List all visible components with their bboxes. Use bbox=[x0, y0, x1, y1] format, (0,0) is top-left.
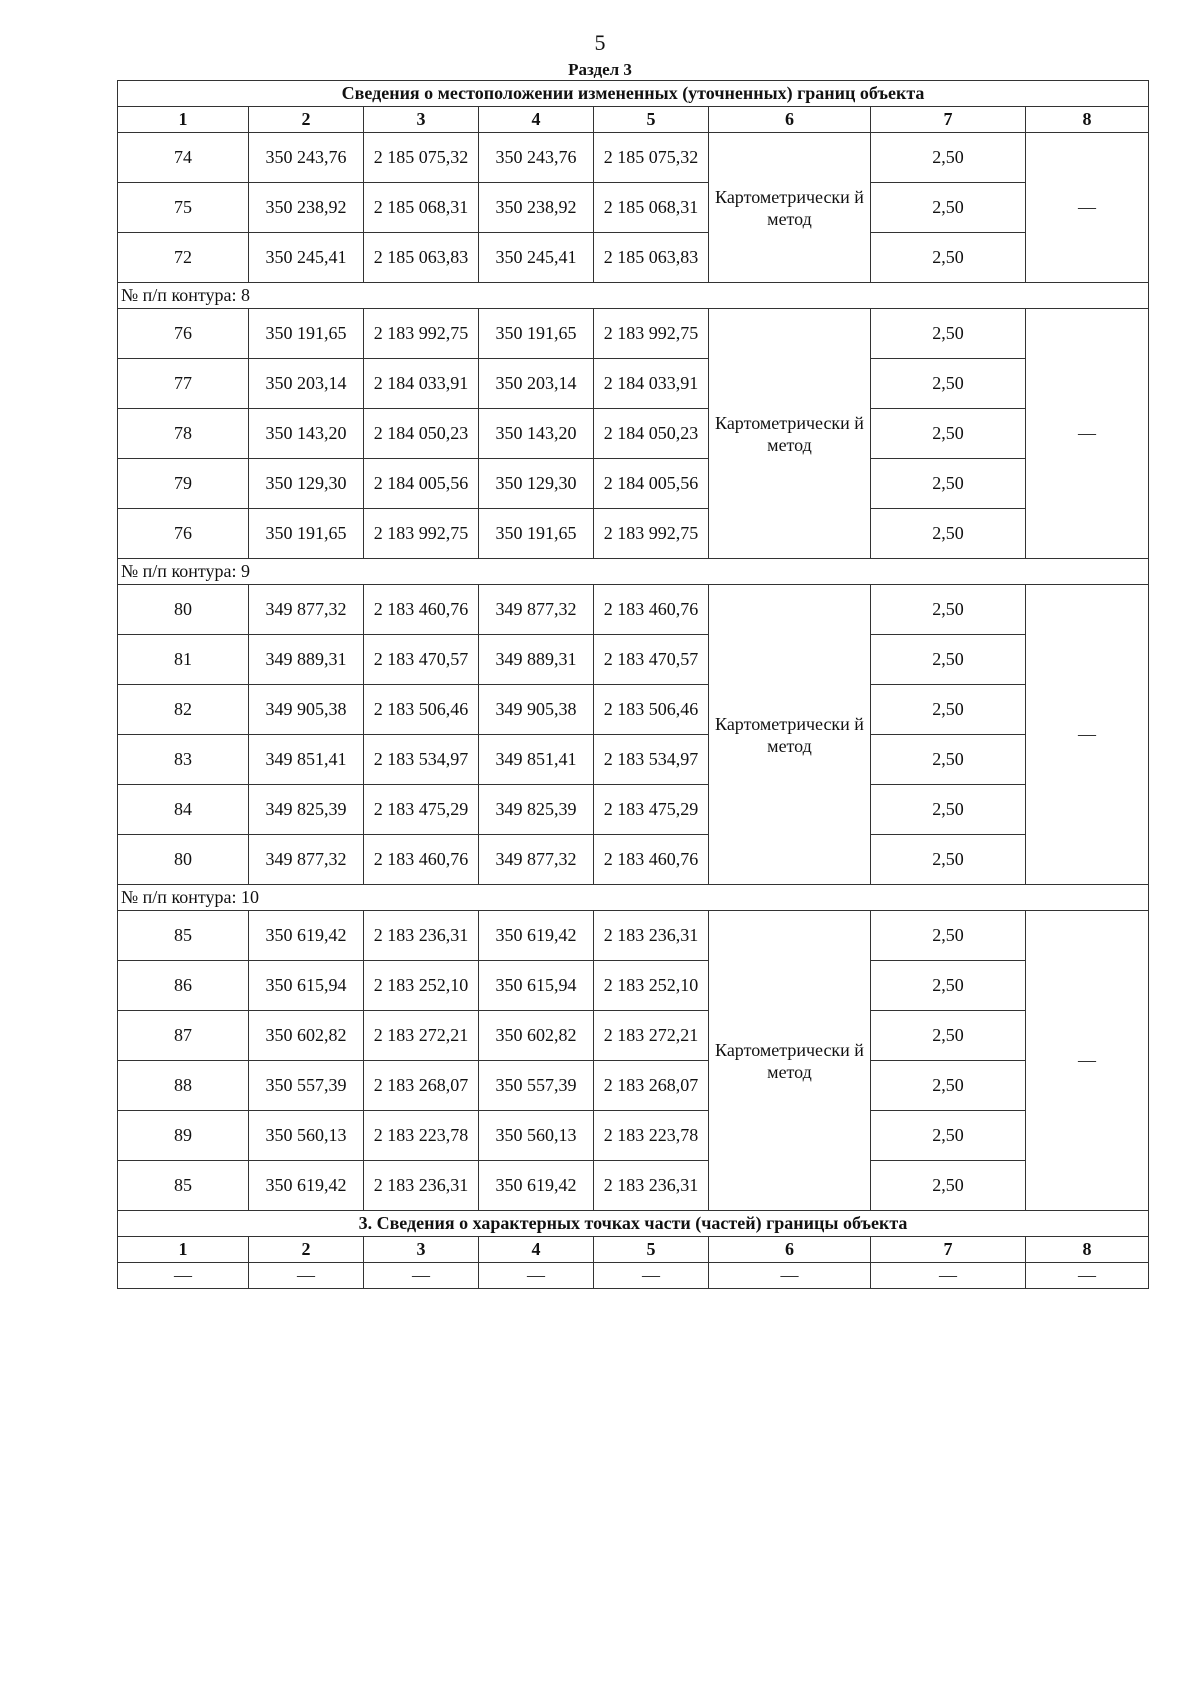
empty-cell: — bbox=[594, 1263, 709, 1289]
empty-cell: — bbox=[871, 1263, 1026, 1289]
table-row bbox=[118, 1111, 1149, 1161]
table-cell: 350 191,65 bbox=[479, 509, 594, 559]
table-cell: 2 183 460,76 bbox=[364, 835, 479, 885]
accuracy-cell: 2,50 bbox=[871, 735, 1026, 785]
table-cell: 350 191,65 bbox=[479, 309, 594, 359]
table-cell: 349 851,41 bbox=[249, 735, 364, 785]
table-cell: 2 183 460,76 bbox=[594, 585, 709, 635]
table-cell: 349 889,31 bbox=[249, 635, 364, 685]
empty-cell: — bbox=[709, 1263, 871, 1289]
table-cell: 350 602,82 bbox=[249, 1011, 364, 1061]
table2-title: 3. Сведения о характерных точках части (частей) границы объекта bbox=[118, 1211, 1149, 1237]
column-number-cell: 4 bbox=[479, 1237, 594, 1263]
table-cell: 2 183 252,10 bbox=[364, 961, 479, 1011]
table-cell: 349 905,38 bbox=[479, 685, 594, 735]
table-cell: 350 557,39 bbox=[249, 1061, 364, 1111]
table-cell: 350 615,94 bbox=[479, 961, 594, 1011]
table-cell: 2 184 033,91 bbox=[594, 359, 709, 409]
table-cell: 2 183 272,21 bbox=[594, 1011, 709, 1061]
table-cell: 2 183 475,29 bbox=[594, 785, 709, 835]
page-number: 5 bbox=[594, 30, 606, 55]
accuracy-cell: 2,50 bbox=[871, 835, 1026, 885]
dash-cell: — bbox=[1026, 133, 1149, 283]
dash-cell: — bbox=[1026, 309, 1149, 559]
column-number-cell: 1 bbox=[118, 1237, 249, 1263]
column-number-cell: 6 bbox=[709, 107, 871, 133]
dash-cell: — bbox=[1026, 585, 1149, 885]
table-cell: 81 bbox=[118, 635, 249, 685]
table-cell: 350 203,14 bbox=[479, 359, 594, 409]
table-cell: 79 bbox=[118, 459, 249, 509]
table-cell: 2 183 475,29 bbox=[364, 785, 479, 835]
accuracy-cell: 2,50 bbox=[871, 359, 1026, 409]
table-row bbox=[118, 359, 1149, 409]
table-cell: 349 877,32 bbox=[249, 835, 364, 885]
table-cell: 2 183 992,75 bbox=[594, 509, 709, 559]
table-cell: 85 bbox=[118, 1161, 249, 1211]
table-cell: 2 183 470,57 bbox=[594, 635, 709, 685]
table-cell: 2 183 506,46 bbox=[594, 685, 709, 735]
table-cell: 349 877,32 bbox=[479, 835, 594, 885]
table-cell: 349 825,39 bbox=[249, 785, 364, 835]
accuracy-cell: 2,50 bbox=[871, 685, 1026, 735]
table-cell: 76 bbox=[118, 509, 249, 559]
empty-cell: — bbox=[1026, 1263, 1149, 1289]
table-cell: 350 602,82 bbox=[479, 1011, 594, 1061]
table-row bbox=[118, 133, 1149, 183]
table-cell: 2 185 063,83 bbox=[364, 233, 479, 283]
table-cell: 349 889,31 bbox=[479, 635, 594, 685]
table-cell: 350 619,42 bbox=[249, 1161, 364, 1211]
table-row bbox=[118, 409, 1149, 459]
table2-empty-row bbox=[118, 1263, 1149, 1289]
table-cell: 76 bbox=[118, 309, 249, 359]
column-number-cell: 2 bbox=[249, 107, 364, 133]
table-cell: 350 238,92 bbox=[249, 183, 364, 233]
accuracy-cell: 2,50 bbox=[871, 459, 1026, 509]
table-row bbox=[118, 835, 1149, 885]
column-number-cell: 3 bbox=[364, 107, 479, 133]
table-cell: 350 619,42 bbox=[249, 911, 364, 961]
accuracy-cell: 2,50 bbox=[871, 133, 1026, 183]
table2-title-row bbox=[118, 1211, 1149, 1237]
table-cell: 2 185 063,83 bbox=[594, 233, 709, 283]
table-row bbox=[118, 911, 1149, 961]
table-cell: 2 183 236,31 bbox=[594, 911, 709, 961]
section-title: Раздел 3 bbox=[568, 60, 632, 79]
table-cell: 349 825,39 bbox=[479, 785, 594, 835]
method-cell: Картометрически й метод bbox=[709, 309, 871, 559]
empty-cell: — bbox=[479, 1263, 594, 1289]
table-cell: 350 191,65 bbox=[249, 509, 364, 559]
table-cell: 2 184 005,56 bbox=[594, 459, 709, 509]
table-row bbox=[118, 735, 1149, 785]
accuracy-cell: 2,50 bbox=[871, 1161, 1026, 1211]
accuracy-cell: 2,50 bbox=[871, 911, 1026, 961]
table-cell: 350 560,13 bbox=[249, 1111, 364, 1161]
table-cell: 349 905,38 bbox=[249, 685, 364, 735]
table-cell: 350 245,41 bbox=[249, 233, 364, 283]
table-cell: 2 183 992,75 bbox=[364, 509, 479, 559]
table-cell: 86 bbox=[118, 961, 249, 1011]
table-cell: 82 bbox=[118, 685, 249, 735]
table-cell: 2 183 236,31 bbox=[594, 1161, 709, 1211]
method-cell: Картометрически й метод bbox=[709, 133, 871, 283]
table-cell: 2 185 068,31 bbox=[364, 183, 479, 233]
contour-label: № п/п контура: 8 bbox=[118, 283, 1149, 309]
table-cell: 349 851,41 bbox=[479, 735, 594, 785]
table-row bbox=[118, 459, 1149, 509]
table-cell: 350 619,42 bbox=[479, 1161, 594, 1211]
contour-row bbox=[118, 885, 1149, 911]
accuracy-cell: 2,50 bbox=[871, 509, 1026, 559]
table-cell: 87 bbox=[118, 1011, 249, 1061]
table-cell: 74 bbox=[118, 133, 249, 183]
table-cell: 350 238,92 bbox=[479, 183, 594, 233]
table-row bbox=[118, 961, 1149, 1011]
table-cell: 88 bbox=[118, 1061, 249, 1111]
column-number-cell: 8 bbox=[1026, 107, 1149, 133]
table-row bbox=[118, 509, 1149, 559]
table-row bbox=[118, 309, 1149, 359]
table-cell: 85 bbox=[118, 911, 249, 961]
table-cell: 89 bbox=[118, 1111, 249, 1161]
table-cell: 350 560,13 bbox=[479, 1111, 594, 1161]
method-cell: Картометрически й метод bbox=[709, 911, 871, 1211]
boundary-coordinates-table bbox=[117, 80, 1149, 1289]
table-cell: 2 184 050,23 bbox=[594, 409, 709, 459]
table-cell: 350 619,42 bbox=[479, 911, 594, 961]
column-number-row bbox=[118, 107, 1149, 133]
table-cell: 349 877,32 bbox=[479, 585, 594, 635]
table-row bbox=[118, 183, 1149, 233]
column-number-cell: 2 bbox=[249, 1237, 364, 1263]
table-cell: 2 183 268,07 bbox=[594, 1061, 709, 1111]
table-cell: 350 129,30 bbox=[479, 459, 594, 509]
accuracy-cell: 2,50 bbox=[871, 309, 1026, 359]
empty-cell: — bbox=[118, 1263, 249, 1289]
column-number-cell: 8 bbox=[1026, 1237, 1149, 1263]
table-cell: 2 183 223,78 bbox=[594, 1111, 709, 1161]
table-cell: 350 557,39 bbox=[479, 1061, 594, 1111]
table-cell: 2 185 075,32 bbox=[594, 133, 709, 183]
accuracy-cell: 2,50 bbox=[871, 1011, 1026, 1061]
table-cell: 350 143,20 bbox=[479, 409, 594, 459]
accuracy-cell: 2,50 bbox=[871, 409, 1026, 459]
empty-cell: — bbox=[249, 1263, 364, 1289]
table-cell: 80 bbox=[118, 835, 249, 885]
table-row bbox=[118, 585, 1149, 635]
column-number-cell: 5 bbox=[594, 1237, 709, 1263]
table-cell: 2 184 033,91 bbox=[364, 359, 479, 409]
column-number-cell: 5 bbox=[594, 107, 709, 133]
table-cell: 350 243,76 bbox=[249, 133, 364, 183]
table-cell: 350 143,20 bbox=[249, 409, 364, 459]
table-title: Сведения о местоположении измененных (уточненных) границ объекта bbox=[118, 81, 1149, 107]
table-cell: 2 183 223,78 bbox=[364, 1111, 479, 1161]
table-cell: 84 bbox=[118, 785, 249, 835]
table-cell: 2 183 506,46 bbox=[364, 685, 479, 735]
accuracy-cell: 2,50 bbox=[871, 1111, 1026, 1161]
dash-cell: — bbox=[1026, 911, 1149, 1211]
method-cell: Картометрически й метод bbox=[709, 585, 871, 885]
table-row bbox=[118, 635, 1149, 685]
table-cell: 2 183 252,10 bbox=[594, 961, 709, 1011]
table-cell: 2 185 068,31 bbox=[594, 183, 709, 233]
table-cell: 2 183 268,07 bbox=[364, 1061, 479, 1111]
table-cell: 350 615,94 bbox=[249, 961, 364, 1011]
table-row bbox=[118, 685, 1149, 735]
contour-row bbox=[118, 283, 1149, 309]
table-cell: 350 191,65 bbox=[249, 309, 364, 359]
table-cell: 77 bbox=[118, 359, 249, 409]
accuracy-cell: 2,50 bbox=[871, 785, 1026, 835]
table-cell: 2 183 272,21 bbox=[364, 1011, 479, 1061]
table-row bbox=[118, 1061, 1149, 1111]
table-cell: 2 183 460,76 bbox=[364, 585, 479, 635]
table-title-row bbox=[118, 81, 1149, 107]
table-cell: 350 203,14 bbox=[249, 359, 364, 409]
table-row bbox=[118, 1011, 1149, 1061]
table2-column-number-row bbox=[118, 1237, 1149, 1263]
empty-cell: — bbox=[364, 1263, 479, 1289]
table-cell: 2 183 236,31 bbox=[364, 911, 479, 961]
table-cell: 2 184 050,23 bbox=[364, 409, 479, 459]
accuracy-cell: 2,50 bbox=[871, 233, 1026, 283]
contour-label: № п/п контура: 9 bbox=[118, 559, 1149, 585]
column-number-cell: 4 bbox=[479, 107, 594, 133]
table-cell: 349 877,32 bbox=[249, 585, 364, 635]
table-cell: 350 245,41 bbox=[479, 233, 594, 283]
table-cell: 2 183 992,75 bbox=[364, 309, 479, 359]
table-cell: 2 183 460,76 bbox=[594, 835, 709, 885]
table-cell: 2 183 236,31 bbox=[364, 1161, 479, 1211]
table-cell: 2 183 534,97 bbox=[594, 735, 709, 785]
accuracy-cell: 2,50 bbox=[871, 635, 1026, 685]
accuracy-cell: 2,50 bbox=[871, 585, 1026, 635]
table-row bbox=[118, 233, 1149, 283]
table-cell: 2 185 075,32 bbox=[364, 133, 479, 183]
column-number-cell: 6 bbox=[709, 1237, 871, 1263]
table-cell: 2 183 470,57 bbox=[364, 635, 479, 685]
contour-label: № п/п контура: 10 bbox=[118, 885, 1149, 911]
accuracy-cell: 2,50 bbox=[871, 1061, 1026, 1111]
table-cell: 78 bbox=[118, 409, 249, 459]
table-cell: 72 bbox=[118, 233, 249, 283]
column-number-cell: 7 bbox=[871, 107, 1026, 133]
table-cell: 2 183 534,97 bbox=[364, 735, 479, 785]
table-row bbox=[118, 1161, 1149, 1211]
column-number-cell: 7 bbox=[871, 1237, 1026, 1263]
table-cell: 2 183 992,75 bbox=[594, 309, 709, 359]
accuracy-cell: 2,50 bbox=[871, 183, 1026, 233]
column-number-cell: 1 bbox=[118, 107, 249, 133]
table-cell: 80 bbox=[118, 585, 249, 635]
table-cell: 2 184 005,56 bbox=[364, 459, 479, 509]
column-number-cell: 3 bbox=[364, 1237, 479, 1263]
table-cell: 350 129,30 bbox=[249, 459, 364, 509]
accuracy-cell: 2,50 bbox=[871, 961, 1026, 1011]
table-cell: 75 bbox=[118, 183, 249, 233]
table-cell: 350 243,76 bbox=[479, 133, 594, 183]
table-row bbox=[118, 785, 1149, 835]
table-cell: 83 bbox=[118, 735, 249, 785]
contour-row bbox=[118, 559, 1149, 585]
